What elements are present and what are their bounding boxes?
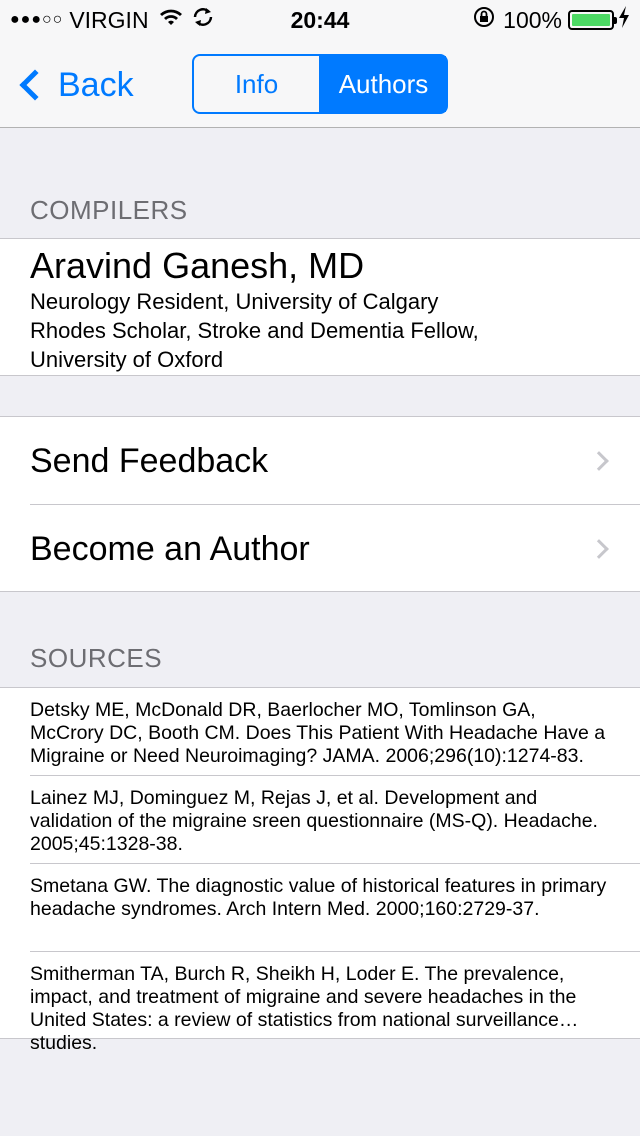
wifi-icon: [159, 7, 183, 33]
source-text: Detsky ME, McDonald DR, Baerlocher MO, Tomlinson GA, McCrory DC, Booth CM. Does This Patient With Headache Have a Migraine or Need Neuroimaging? JAMA. 2006;296(10):1274-83.: [30, 699, 606, 767]
status-left: [10, 0, 223, 40]
carrier-name: VIRGIN: [69, 6, 149, 33]
source-text: Smitherman TA, Burch R, Sheikh H, Loder E. The prevalence, impact, and treatment of migraine and severe headaches in the United States: a review of statistics from national surveillance studies.: [30, 963, 577, 1054]
become-author-label: Become an Author: [30, 529, 310, 568]
segmented-control: [192, 54, 448, 114]
status-right: [473, 0, 630, 40]
battery-nub: [614, 17, 617, 24]
status-time: 20:44: [290, 6, 350, 33]
rotation-lock-icon: [473, 6, 495, 34]
sources-header: SOURCES: [30, 643, 163, 673]
charging-bolt-icon: [618, 6, 630, 34]
battery-fill: [572, 14, 610, 26]
compiler-desc-line: Rhodes Scholar, Stroke and Dementia Fellow,: [30, 318, 479, 343]
chevron-right-icon: [589, 451, 609, 471]
source-text: Smetana GW. The diagnostic value of historical features in primary headache syndromes. Arch Intern Med. 2000;160:2729-37.: [30, 875, 607, 920]
sources-list: [0, 687, 640, 1054]
become-author-row[interactable]: [0, 505, 640, 593]
sync-icon: [191, 6, 215, 34]
compiler-name: Aravind Ganesh, MD: [30, 245, 365, 286]
battery-percent: 100%: [503, 6, 562, 33]
compiler-description: [30, 287, 610, 374]
chevron-right-icon: [589, 539, 609, 559]
actions-group: [0, 416, 640, 592]
source-item[interactable]: [0, 776, 640, 864]
segment-authors[interactable]: Authors: [319, 56, 446, 112]
compilers-header: COMPILERS: [30, 195, 188, 225]
send-feedback-label: Send Feedback: [30, 441, 269, 480]
source-item[interactable]: [0, 864, 640, 952]
send-feedback-row[interactable]: [0, 417, 640, 505]
compiler-desc-line: Neurology Resident, University of Calgary: [30, 289, 439, 314]
source-item[interactable]: [0, 688, 640, 776]
back-button[interactable]: [14, 64, 134, 106]
compiler-card: [0, 238, 640, 376]
battery-icon: [568, 10, 614, 30]
status-bar: [0, 0, 640, 40]
back-label: Back: [58, 65, 134, 104]
compiler-desc-line: University of Oxford: [30, 347, 224, 372]
source-item[interactable]: [0, 952, 640, 1054]
navigation-bar: [0, 40, 640, 128]
source-text: Lainez MJ, Dominguez M, Rejas J, et al. Development and validation of the migraine sreen questionnaire (MS-Q). Headache. 2005;45:1328-38.: [30, 787, 598, 855]
segment-info[interactable]: Info: [234, 68, 279, 99]
chevron-left-icon: [19, 69, 50, 100]
signal-strength-icon: ●●●○○: [10, 11, 64, 28]
